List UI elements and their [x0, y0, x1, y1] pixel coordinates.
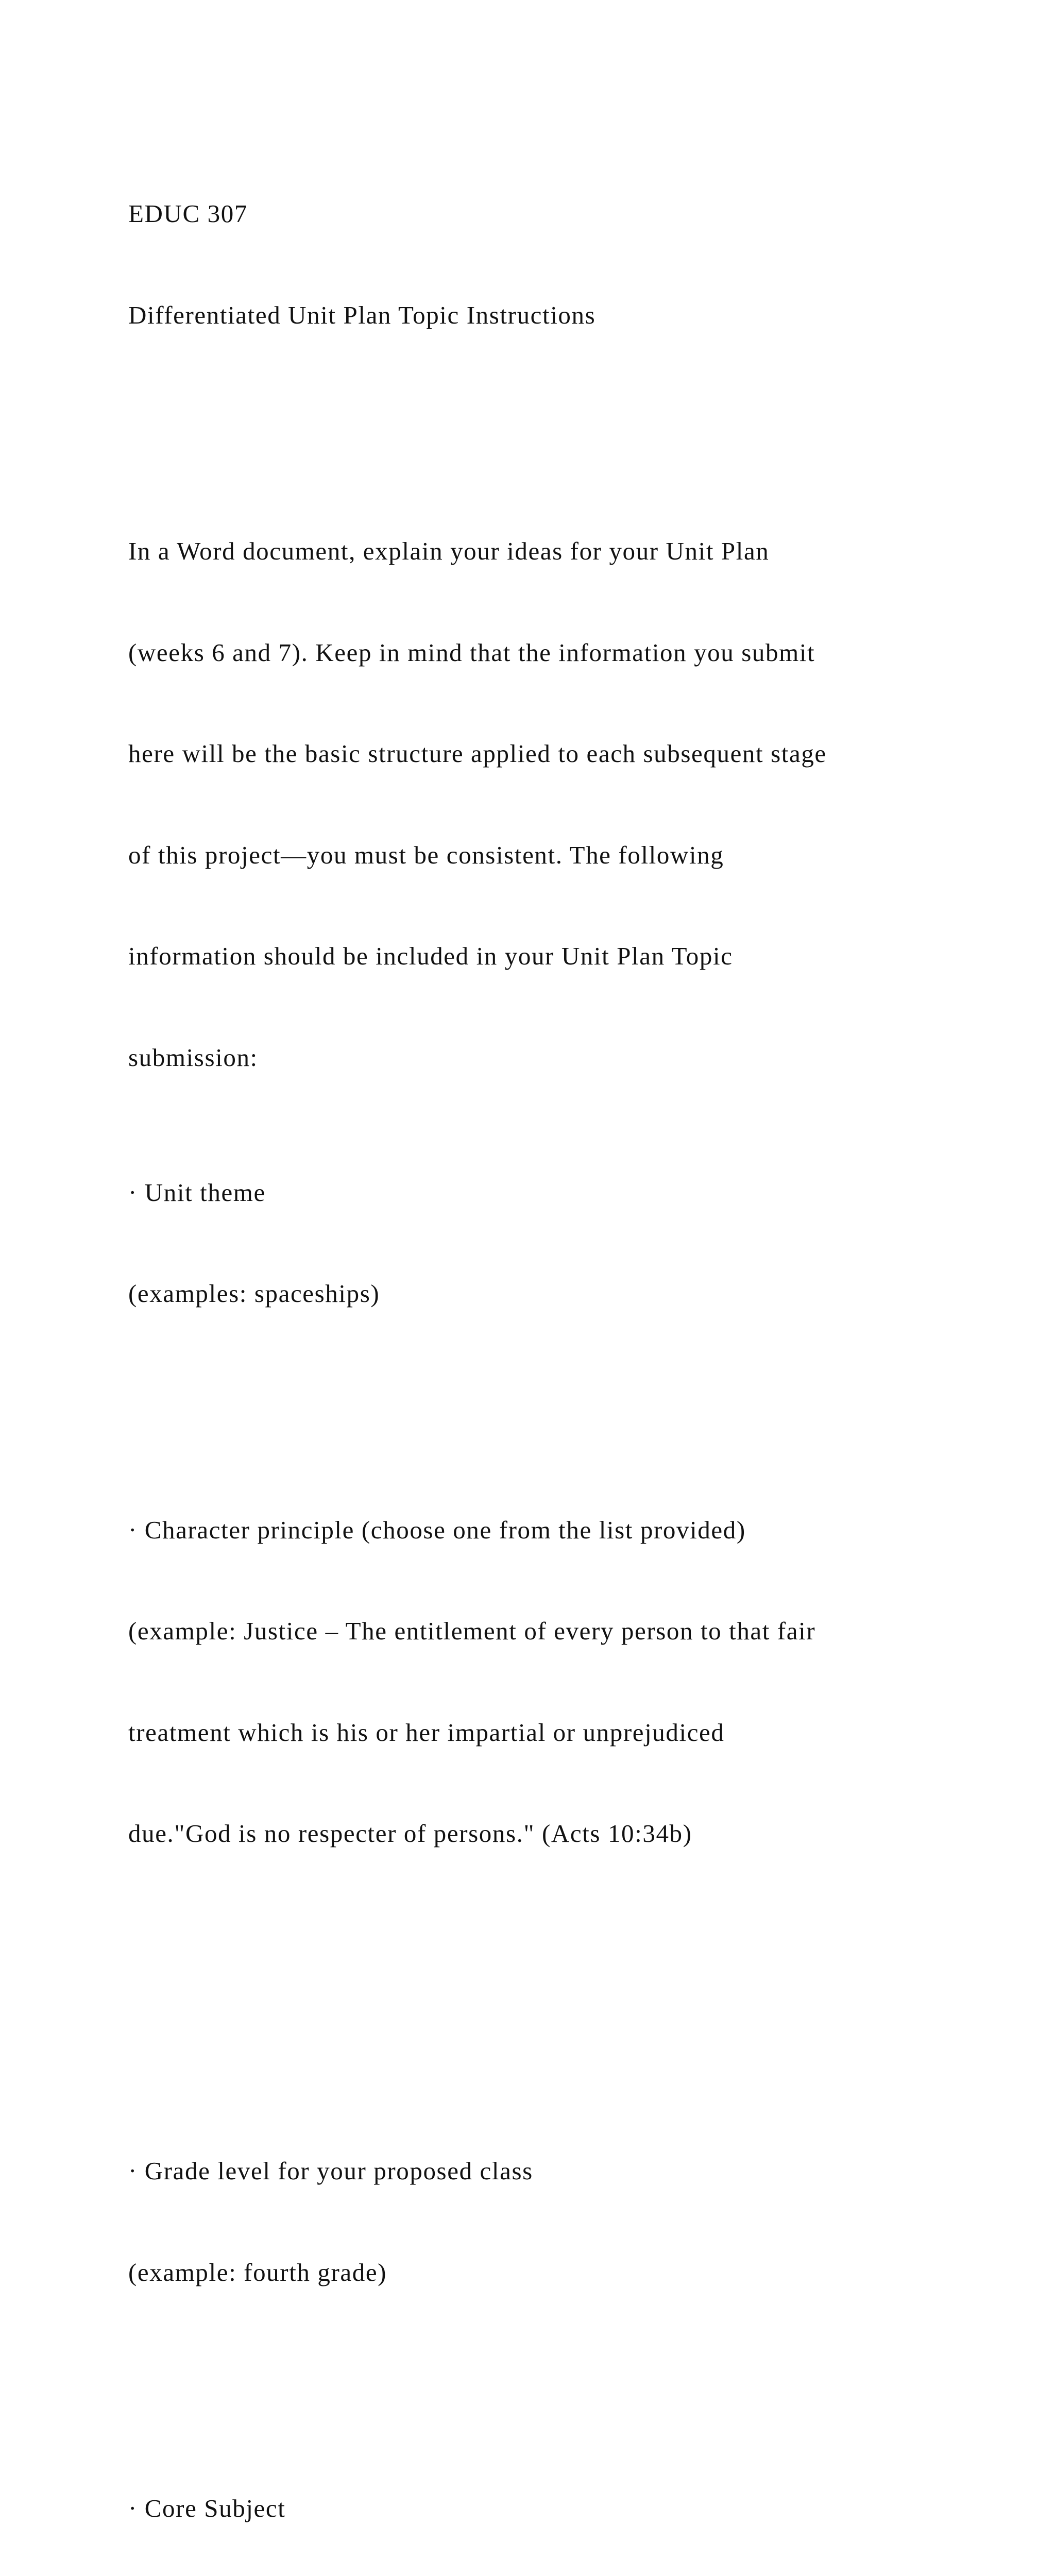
intro-line: (weeks 6 and 7). Keep in mind that the information you submit — [128, 638, 815, 667]
unit-theme-label: · Unit theme — [128, 1178, 266, 1207]
spacer — [128, 1918, 978, 1952]
character-principle-example: treatment which is his or her impartial or unprejudiced — [128, 1718, 725, 1747]
grade-level-label: · Grade level for your proposed class — [128, 2157, 533, 2185]
character-principle-example: (example: Justice – The entitlement of every person to that fair — [128, 1617, 816, 1645]
character-principle-label: · Character principle (choose one from the list provided) — [128, 1515, 746, 1544]
spacer — [128, 399, 978, 433]
intro-line: submission: — [128, 1043, 258, 1072]
spacer — [128, 2019, 978, 2053]
unit-theme-example: (examples: spaceships) — [128, 1279, 380, 1308]
intro-line: information should be included in your Unit Plan Topic — [128, 942, 733, 970]
course-code: EDUC 307 — [128, 199, 248, 228]
grade-level-example: (example: fourth grade) — [128, 2258, 387, 2286]
intro-line: here will be the basic structure applied to each subsequent stage — [128, 739, 827, 768]
core-subject-label: · Core Subject — [128, 2494, 286, 2522]
spacer — [128, 2357, 978, 2391]
spacer — [128, 1378, 978, 1412]
intro-line: In a Word document, explain your ideas for your Unit Plan — [128, 537, 770, 565]
document-title: Differentiated Unit Plan Topic Instructions — [128, 300, 596, 329]
document-body — [128, 129, 978, 2576]
character-principle-example: due."God is no respecter of persons." (Acts 10:34b) — [128, 1819, 692, 1848]
intro-line: of this project—you must be consistent. The following — [128, 840, 724, 869]
